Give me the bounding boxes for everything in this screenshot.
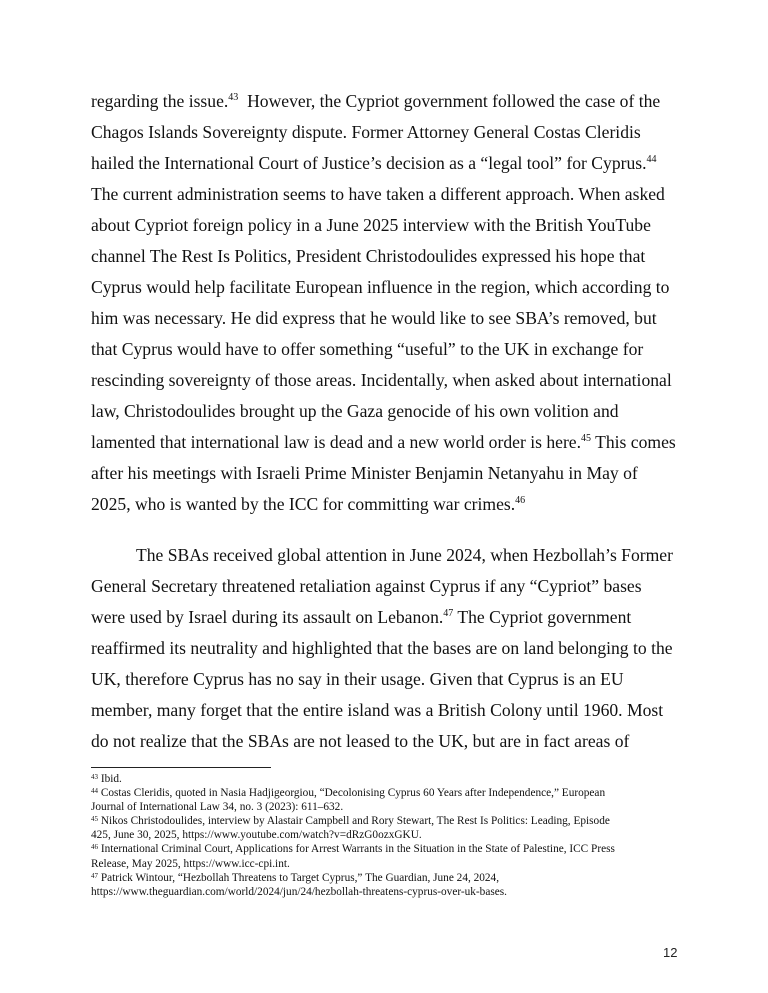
text-line (91, 210, 691, 241)
footnote-line (91, 772, 691, 786)
footnote-text: Release, May 2025, https://www.icc-cpi.int. (91, 857, 290, 870)
text-line (91, 241, 691, 272)
text-line (91, 458, 691, 489)
text-line (91, 633, 691, 664)
line-text-continued: However, the Cypriot government followed the case of the (238, 91, 661, 111)
footnote-text: Nikos Christodoulides, interview by Alastair Campbell and Rory Stewart, The Rest Is Politics: Leading, Episode (100, 815, 610, 828)
footnote-line (91, 871, 691, 885)
footnote-text: https://www.theguardian.com/world/2024/jun/24/hezbollah-threatens-cyprus-over-uk-bases. (91, 885, 507, 898)
line-text: The SBAs received global attention in June 2024, when Hezbollah’s Former (136, 545, 673, 565)
text-line (91, 427, 691, 458)
text-line (91, 489, 691, 520)
footnote-number: 46 (91, 843, 98, 852)
line-text-continued: This comes (591, 432, 676, 452)
footnote-line (91, 800, 691, 814)
line-text: after his meetings with Israeli Prime Minister Benjamin Netanyahu in May of (91, 463, 638, 483)
footnote (91, 772, 691, 786)
footnote-reference[interactable]: 47 (443, 608, 454, 619)
footnote-number: 45 (91, 815, 98, 824)
footnote-reference[interactable]: 46 (515, 495, 526, 506)
text-line (91, 571, 691, 602)
footnote-line (91, 786, 691, 800)
footnote (91, 871, 691, 899)
line-text: were used by Israel during its assault on Lebanon. (91, 607, 444, 627)
line-text: law, Christodoulides brought up the Gaza genocide of his own volition and (91, 401, 619, 421)
line-text: 2025, who is wanted by the ICC for committing war crimes. (91, 494, 516, 514)
footnote-reference[interactable]: 44 (646, 154, 657, 165)
text-line (91, 540, 691, 571)
text-line (91, 695, 691, 726)
line-text: member, many forget that the entire island was a British Colony until 1960. Most (91, 700, 664, 720)
line-text: reaffirmed its neutrality and highlighted that the bases are on land belonging to the (91, 638, 673, 658)
line-text: regarding the issue. (91, 91, 229, 111)
line-text: him was necessary. He did express that he would like to see SBA’s removed, but (91, 308, 657, 328)
text-line (91, 726, 691, 757)
line-text: Chagos Islands Sovereignty dispute. Former Attorney General Costas Cleridis (91, 122, 641, 142)
footnote-number: 44 (91, 787, 98, 796)
footnote (91, 814, 691, 842)
footnote-text: International Criminal Court, Applications for Arrest Warrants in the Situation in the State of Palestine, ICC Press (100, 843, 615, 856)
footnote-text: Journal of International Law 34, no. 3 (2023): 611–632. (91, 801, 344, 814)
text-line (91, 117, 691, 148)
footnote-number: 47 (91, 871, 98, 880)
text-line (91, 272, 691, 303)
text-line (91, 179, 691, 210)
line-text: rescinding sovereignty of those areas. Incidentally, when asked about international (91, 370, 672, 390)
paragraph-2 (91, 540, 691, 757)
text-line (91, 86, 691, 117)
text-line (91, 396, 691, 427)
text-line (91, 303, 691, 334)
text-line (91, 602, 691, 633)
line-text: lamented that international law is dead and a new world order is here. (91, 432, 582, 452)
footnote-text: 425, June 30, 2025, https://www.youtube.com/watch?v=dRzG0ozxGKU. (91, 829, 422, 842)
footnote-text: Costas Cleridis, quoted in Nasia Hadjigeorgiou, “Decolonising Cyprus 60 Years after Independence,” European (100, 787, 606, 800)
line-text: UK, therefore Cyprus has no say in their usage. Given that Cyprus is an EU (91, 669, 624, 689)
text-line (91, 365, 691, 396)
footnote-line (91, 857, 691, 871)
footnote-line (91, 814, 691, 828)
footnote-separator (91, 767, 271, 768)
footnote-reference[interactable]: 45 (581, 433, 592, 444)
footnotes (91, 772, 691, 899)
footnote-text: Ibid. (100, 773, 122, 785)
footnote-number: 43 (91, 773, 98, 781)
text-line (91, 334, 691, 365)
footnote-text: Patrick Wintour, “Hezbollah Threatens to Target Cyprus,” The Guardian, June 24, 2024, (100, 871, 500, 884)
line-text: do not realize that the SBAs are not leased to the UK, but are in fact areas of (91, 731, 630, 751)
text-line (91, 148, 691, 179)
line-text: channel The Rest Is Politics, President Christodoulides expressed his hope that (91, 246, 646, 266)
text-line (91, 664, 691, 695)
line-text: about Cypriot foreign policy in a June 2025 interview with the British YouTube (91, 215, 651, 235)
paragraph-1 (91, 86, 691, 520)
line-text: General Secretary threatened retaliation against Cyprus if any “Cypriot” bases (91, 576, 642, 596)
footnote-line (91, 842, 691, 856)
line-text: that Cyprus would have to offer something “useful” to the UK in exchange for (91, 339, 644, 359)
line-text-continued: The Cypriot government (453, 607, 632, 627)
line-text: hailed the International Court of Justice’s decision as a “legal tool” for Cyprus. (91, 153, 647, 173)
footnote-reference[interactable]: 43 (228, 92, 239, 103)
footnote (91, 842, 691, 870)
footnote (91, 786, 691, 814)
footnote-line (91, 885, 691, 899)
line-text: Cyprus would help facilitate European influence in the region, which according to (91, 277, 670, 297)
page-number: 12 (663, 945, 678, 960)
footnote-line (91, 828, 691, 842)
line-text: The current administration seems to have taken a different approach. When asked (91, 184, 665, 204)
